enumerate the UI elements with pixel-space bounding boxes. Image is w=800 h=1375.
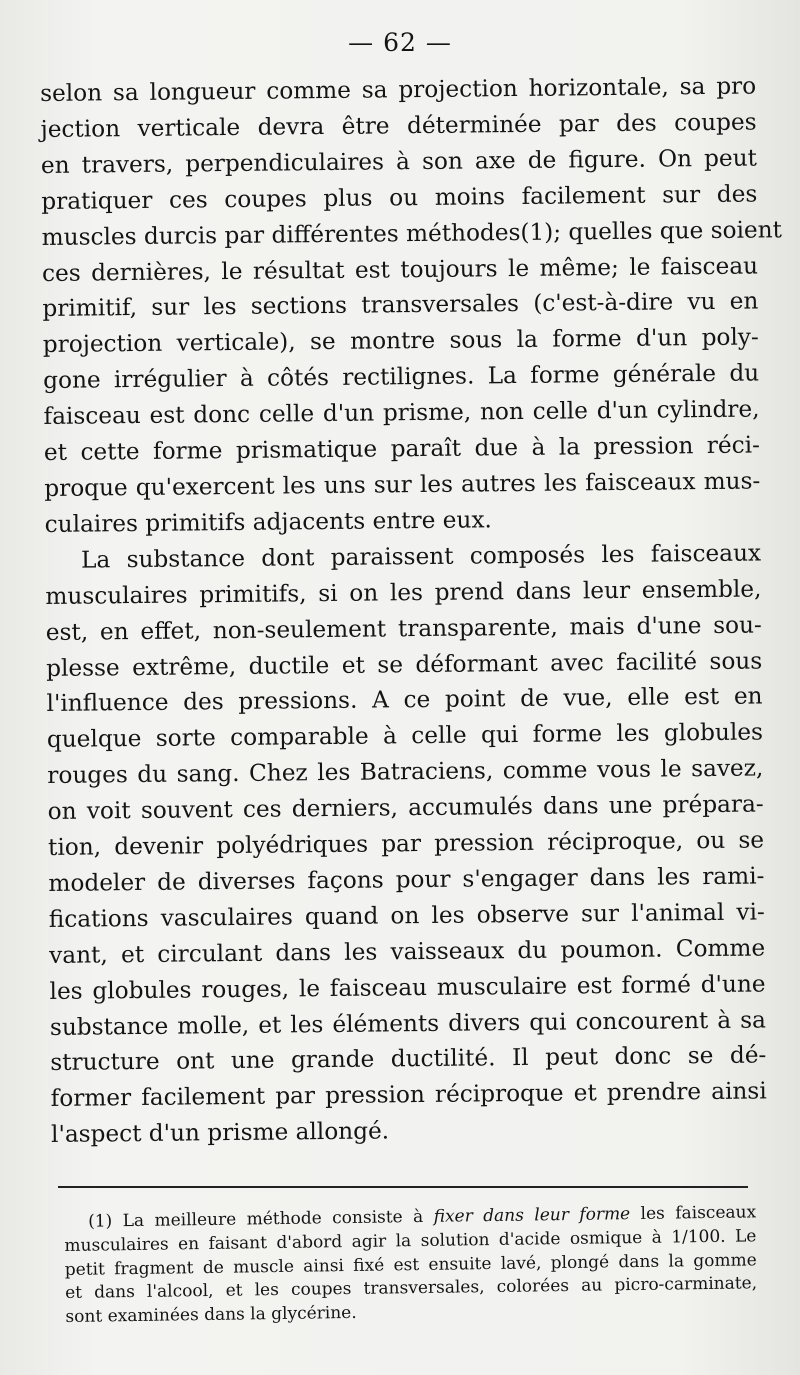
text-line: pratiquer ces coupes plus ou moins facilement sur des — [41, 180, 758, 215]
text-line: culaires primitifs adjacents entre eux. — [44, 506, 492, 538]
footnote-line: et dans l'alcool, et les coupes transversales, colorées au picro-carminate, — [65, 1273, 758, 1304]
text-line: en travers, perpendiculaires à son axe de figure. On peut — [40, 144, 758, 179]
paragraph-start-line: La substance dont paraissent composés les faisceaux — [80, 539, 762, 574]
text-line: ces dernières, le résultat est toujours le même; le faisceau — [41, 252, 759, 287]
text-line: rouges du sang. Chez les Batraciens, comme vous le savez, — [47, 754, 764, 790]
body-text — [40, 69, 783, 1154]
text-line: muscles durcis par différentes méthodes(1); quelles que soient — [41, 215, 783, 251]
footnote-italic-text: fixer dans leur forme — [433, 1204, 631, 1227]
text-line: musculaires primitifs, si on les prend dans leur ensemble, — [45, 575, 762, 610]
text-line: gone irrégulier à côtés rectilignes. La forme générale du — [43, 359, 760, 395]
text-line: substance molle, et les éléments divers qui concourent à sa — [49, 1006, 767, 1041]
text-line: vant, et circulant dans les vaisseaux du poumon. Comme — [49, 934, 766, 969]
text-line: selon sa longueur comme sa projection horizontale, sa pro — [40, 72, 757, 107]
text-line: former facilement par pression réciproque et prendre ainsi — [50, 1077, 767, 1113]
text-line: et cette forme prismatique paraît due à la pression réci- — [43, 431, 761, 467]
text-line: modeler de diverses façons pour s'engager dans les rami- — [48, 862, 765, 897]
text-line: tion, devenir polyédriques par pression réciproque, ou se — [47, 826, 765, 861]
footnote-text: (1) La meilleure méthode consiste à — [88, 1206, 424, 1232]
text-line: structure ont une grande ductilité. Il peut donc se dé- — [50, 1041, 767, 1077]
footnote-divider — [58, 1186, 748, 1188]
text-line: faisceau est donc celle d'un prisme, non celle d'un cylindre, — [43, 395, 760, 431]
text-line: l'influence des pressions. A ce point de vue, elle est en — [46, 682, 763, 718]
text-line: est, en effet, non-seulement transparente, mais d'une sou- — [45, 611, 762, 646]
footnote-line: musculaires en faisant d'abord agir la solution d'acide osmique à 1/100. Le — [64, 1226, 757, 1256]
text-line: les globules rouges, le faisceau musculaire est formé d'une — [49, 970, 766, 1005]
footnote-line: sont examinées dans la glycérine. — [65, 1303, 357, 1328]
text-line: on voit souvent ces derniers, accumulés dans une prépara- — [47, 790, 764, 826]
text-line: proque qu'exercent les uns sur les autres les faisceaux mus- — [44, 467, 761, 502]
text-line: primitif, sur les sections transversales (c'est-à-dire vu en — [42, 287, 759, 323]
text-line: projection verticale), se montre sous la forme d'un poly- — [42, 323, 759, 359]
footnote-line: petit fragment de muscle ainsi fixé est ensuite lavé, plongé dans la gomme — [64, 1249, 757, 1280]
text-line: plesse extrême, ductile et se déformant avec facilité sous — [46, 646, 763, 682]
footnote-text: les faisceaux — [640, 1202, 757, 1224]
page-number: — 62 — — [348, 28, 452, 57]
text-line: quelque sorte comparable à celle qui forme les globules — [46, 718, 764, 754]
text-line: fications vasculaires quand on les observe sur l'animal vi- — [48, 898, 765, 933]
text-line: l'aspect d'un prisme allongé. — [50, 1117, 390, 1149]
footnote — [64, 1201, 758, 1330]
text-line: jection verticale devra être déterminée par des coupes — [40, 108, 757, 143]
